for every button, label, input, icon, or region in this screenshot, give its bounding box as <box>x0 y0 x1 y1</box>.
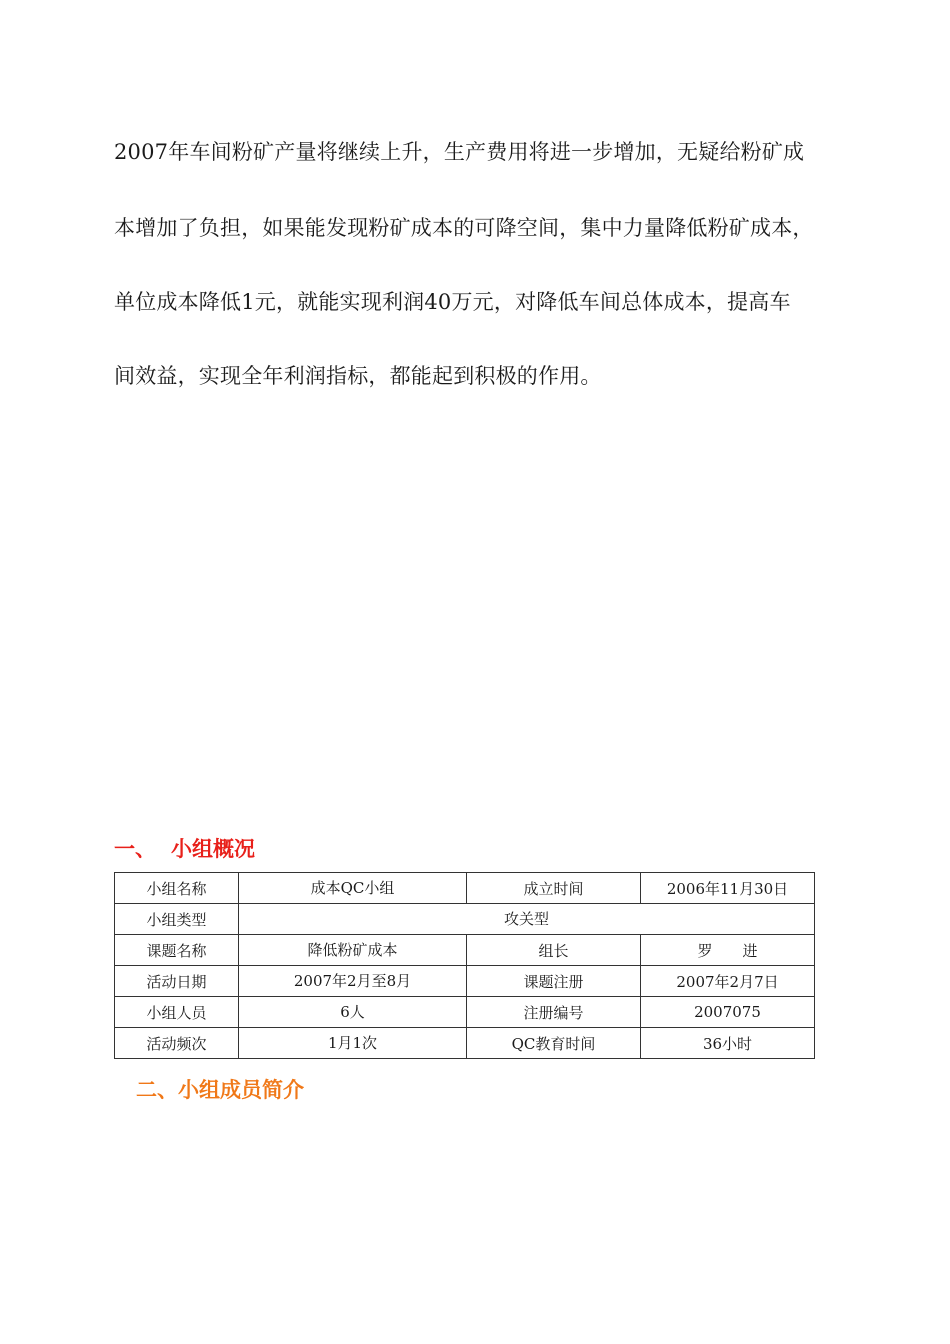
paragraph-line-1: 2007年车间粉矿产量将继续上升，生产费用将进一步增加，无疑给粉矿成 <box>114 140 805 164</box>
table-label-cell: 小组名称 <box>115 873 239 904</box>
table-label-cell: 注册编号 <box>467 997 641 1028</box>
table-value-cell: 36小时 <box>641 1028 815 1059</box>
table-label-cell: QC教育时间 <box>467 1028 641 1059</box>
table-row <box>115 966 815 997</box>
table-value-cell: 6人 <box>239 997 467 1028</box>
table-label-cell: 课题注册 <box>467 966 641 997</box>
table-value-cell: 1月1次 <box>239 1028 467 1059</box>
table-value-cell: 2006年11月30日 <box>641 873 815 904</box>
table-value-cell: 2007年2月至8月 <box>239 966 467 997</box>
paragraph-line-3: 单位成本降低1元，就能实现利润40万元，对降低车间总体成本，提高车 <box>114 290 791 314</box>
table-row <box>115 935 815 966</box>
table-label-cell: 组长 <box>467 935 641 966</box>
table-row <box>115 1028 815 1059</box>
paragraph-line-4: 间效益，实现全年利润指标，都能起到积极的作用。 <box>114 364 602 388</box>
table-label-cell: 成立时间 <box>467 873 641 904</box>
section-title: 小组概况 <box>171 837 255 861</box>
paragraph-line-2: 本增加了负担，如果能发现粉矿成本的可降空间，集中力量降低粉矿成本， <box>114 216 814 240</box>
table-value-cell: 攻关型 <box>239 904 815 935</box>
table-value-cell: 2007年2月7日 <box>641 966 815 997</box>
table-label-cell: 小组类型 <box>115 904 239 935</box>
table-row <box>115 997 815 1028</box>
table-row <box>115 904 815 935</box>
section-number: 一、 <box>114 837 156 861</box>
table-label-cell: 课题名称 <box>115 935 239 966</box>
table-row <box>115 873 815 904</box>
table-value-cell: 罗 进 <box>641 935 815 966</box>
table-value-cell: 降低粉矿成本 <box>239 935 467 966</box>
table-label-cell: 活动频次 <box>115 1028 239 1059</box>
table-value-cell: 2007075 <box>641 997 815 1028</box>
section-heading-overview <box>114 835 255 863</box>
table-label-cell: 活动日期 <box>115 966 239 997</box>
table-value-cell: 成本QC小组 <box>239 873 467 904</box>
section-heading-members: 二、小组成员简介 <box>136 1078 304 1102</box>
table-label-cell: 小组人员 <box>115 997 239 1028</box>
group-overview-table <box>114 872 815 1059</box>
